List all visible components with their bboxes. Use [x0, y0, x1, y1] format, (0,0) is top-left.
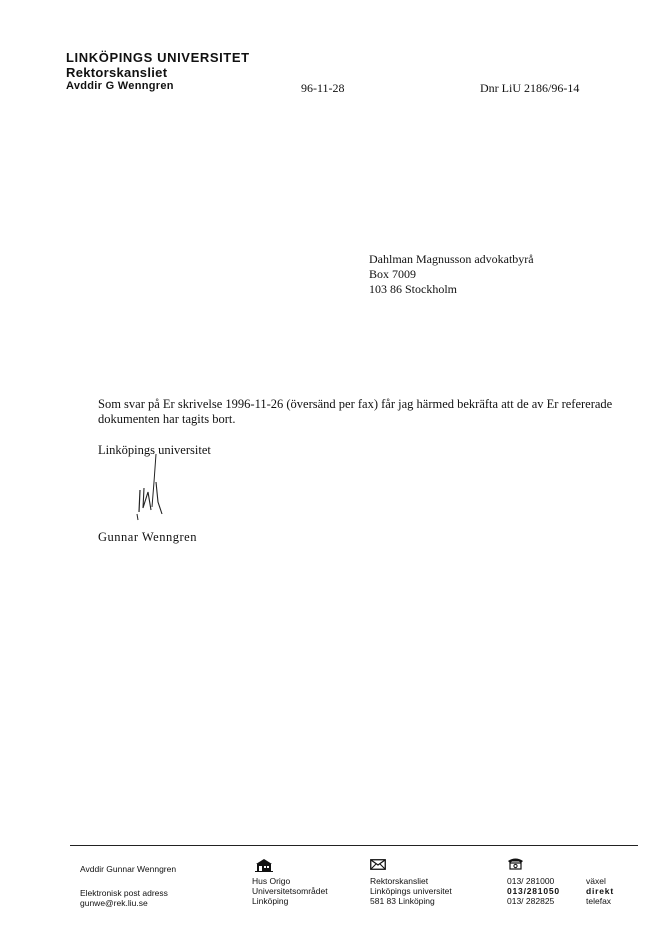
footer-postal-line: Rektorskansliet: [370, 876, 429, 886]
footer-name: Avddir Gunnar Wenngren: [80, 864, 177, 874]
letter-signer: Gunnar Wenngren: [98, 530, 197, 544]
letterhead-sender: Avddir G Wenngren: [66, 80, 174, 92]
recipient-address: [369, 252, 534, 297]
recipient-city: 103 86 Stockholm: [369, 282, 458, 296]
telephone-icon: [507, 857, 524, 870]
footer-divider: [70, 845, 638, 846]
footer-postal-line: 581 83 Linköping: [370, 896, 435, 906]
footer-postal-line: Linköpings universitet: [370, 886, 452, 896]
recipient-name: Dahlman Magnusson advokatbyrå: [369, 252, 534, 266]
footer-visit-line: Linköping: [252, 896, 289, 906]
footer-phone: 013/ 281000: [507, 876, 555, 886]
footer-phone: 013/ 282825: [507, 896, 555, 906]
footer-visit-line: Universitetsområdet: [252, 886, 328, 896]
footer-phone: 013/281050: [507, 886, 560, 896]
footer-contact: [80, 864, 176, 908]
footer-email: gunwe@rek.liu.se: [80, 898, 148, 908]
building-icon: [255, 858, 273, 872]
footer-phone-type: direkt: [586, 886, 614, 896]
footer-phone-type: telefax: [586, 896, 612, 906]
recipient-box: Box 7009: [369, 267, 417, 281]
reference-number: Dnr LiU 2186/96-14: [480, 81, 580, 95]
letter-closing: Linköpings universitet: [98, 443, 211, 457]
footer-visit-line: Hus Origo: [252, 876, 291, 886]
footer-phone-type: växel: [586, 876, 606, 886]
letter-body: Som svar på Er skrivelse 1996-11-26 (översänd per fax) får jag härmed bekräfta att de av Er refererade dokumenten har tagits bort.: [98, 397, 613, 426]
letterhead-university: LINKÖPINGS UNIVERSITET: [66, 50, 250, 65]
footer-email-label: Elektronisk post adress: [80, 888, 168, 898]
signature: [128, 452, 198, 527]
footer-postal-address: [370, 876, 452, 906]
footer-phone-numbers: [507, 876, 560, 906]
envelope-icon: [370, 859, 386, 870]
footer-visit-address: [252, 876, 328, 906]
letter-date: 96-11-28: [301, 81, 345, 95]
letterhead-office: Rektorskansliet: [66, 65, 168, 80]
footer-phone-types: [586, 876, 614, 906]
